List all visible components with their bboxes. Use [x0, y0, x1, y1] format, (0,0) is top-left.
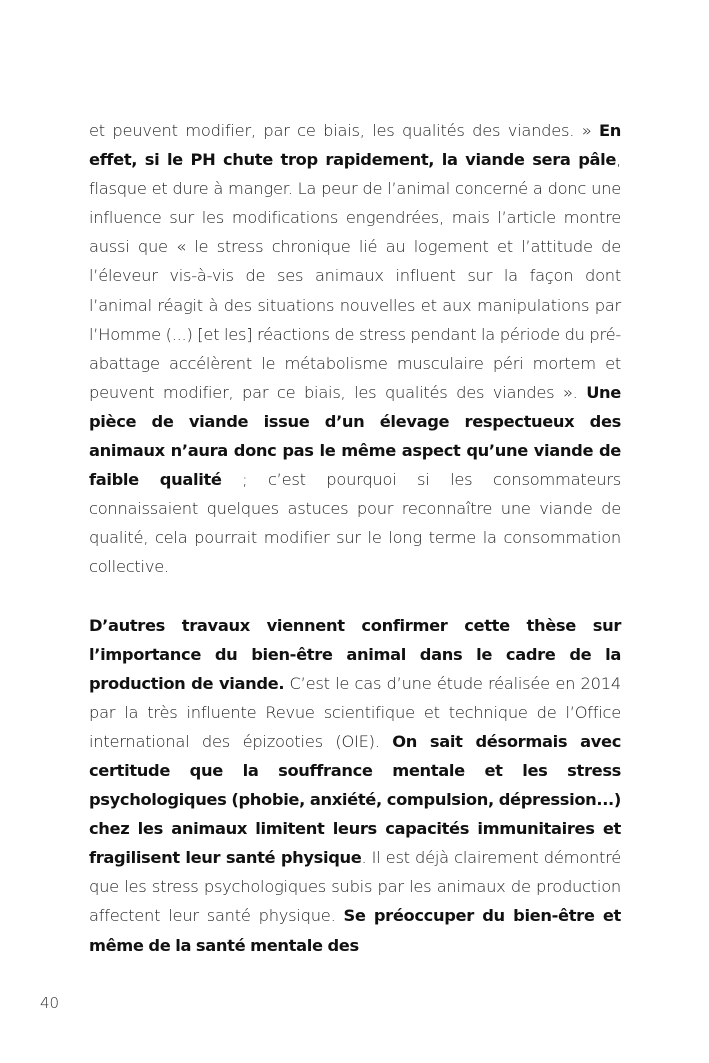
text-segment: , flasque et dure à manger. La peur de l’animal concerné a donc une influence sur les modifications engendrées, mais l’article montre aussi que « le stress chronique lié au logement et l’attitude de l’éleveur vis-à-vis de ses animaux influent sur la façon dont l’animal réagit à des situations nouvelles et aux manipulations par l’Homme (...) [et les] réactions de stress pendant la période du pré-abattage accélèrent le métabolisme musculaire péri mortem et peuvent modifier, par ce biais, les qualités des viandes ». — [89, 150, 621, 402]
text-segment: C’est le cas d’une étude réalisée en 2014 par la très influente Revue scientifique et technique de l’Office international des épizooties (OIE). — [89, 673, 621, 751]
bold-segment: On sait désormais avec certitude que la souffrance mentale et les stress psychologiques (phobie, anxiété, compulsion, dépression...) chez les animaux limitent leurs capacités immunitaires et fragilisent leur santé physique — [89, 731, 621, 868]
bold-segment: Se préoccuper du bien-être et même de la santé mentale des — [89, 906, 621, 955]
text-segment: . Il est déjà clairement démontré que les stress psychologiques subis par les animaux de production affectent leur santé physique. — [89, 848, 622, 926]
page-number: 40 — [40, 994, 60, 1012]
text-segment: ; c’est pourquoi si les consommateurs connaissaient quelques astuces pour reconnaître une viande de qualité, cela pourrait modifier sur le long terme la consommation collective. — [89, 470, 621, 577]
bold-segment: En effet, si le PH chute trop rapidement, la viande sera pâle — [89, 121, 621, 170]
paragraph-2 — [89, 611, 621, 960]
text-segment: et peuvent modifier, par ce biais, les qualités des viandes. » — [89, 121, 599, 140]
paragraph-1 — [89, 116, 621, 582]
page-body — [89, 116, 621, 960]
bold-segment: Une pièce de viande issue d’un élevage respectueux des animaux n’aura donc pas le même aspect qu’une viande de faible qualité — [89, 382, 621, 490]
bold-segment: D’autres travaux viennent confirmer cette thèse sur l’importance du bien-être animal dans le cadre de la production de viande. — [89, 615, 621, 693]
